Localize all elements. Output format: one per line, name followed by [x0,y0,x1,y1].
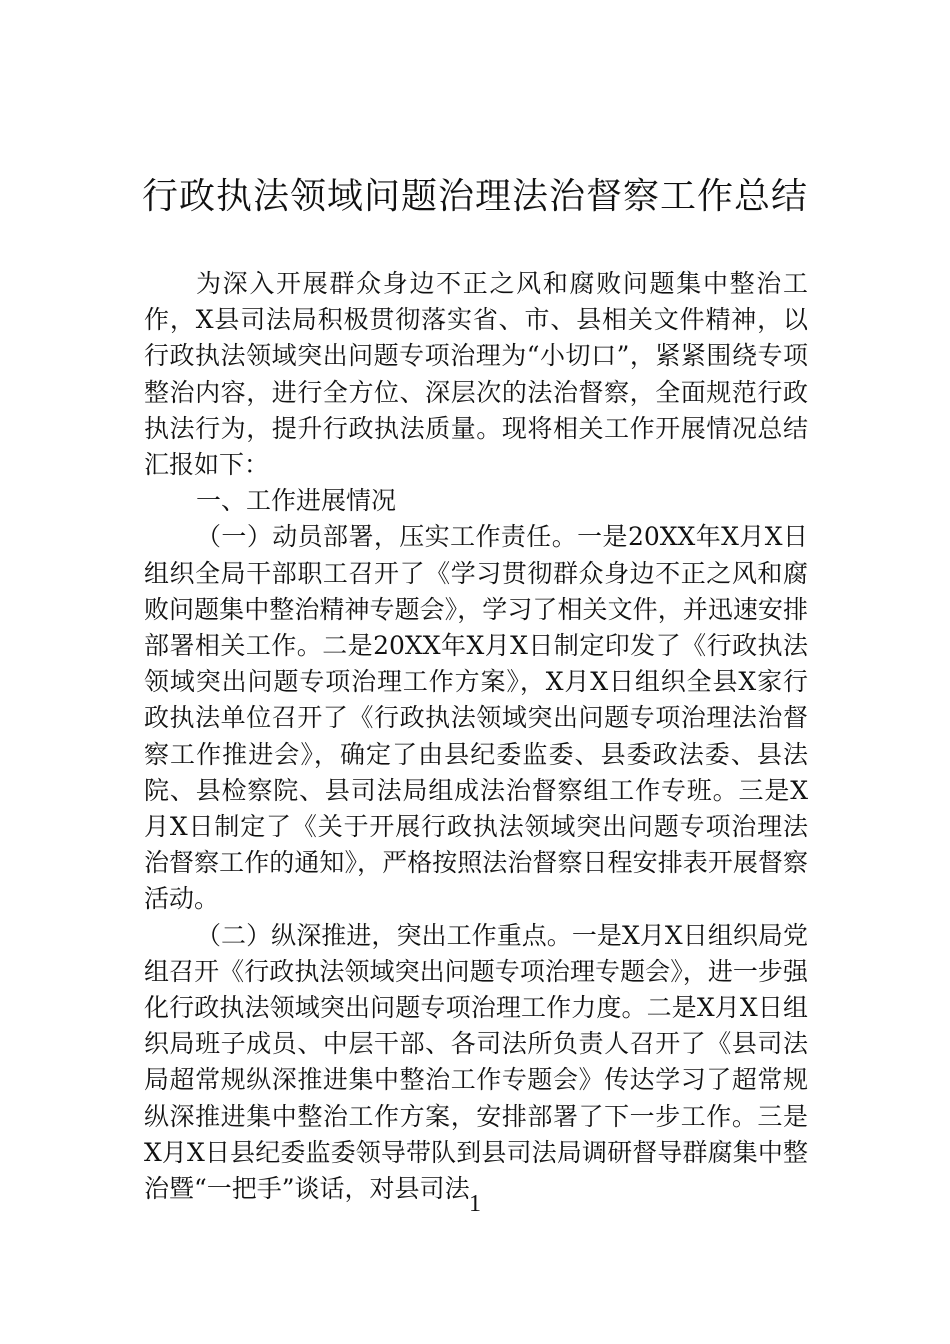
paragraph-advancement: （二）纵深推进，突出工作重点。一是X月X日组织局党组召开《行政执法领域突出问题专项治理专题会》，进一步强化行政执法领域突出问题专项治理工作力度。二是X月X日组织局班子成员、中层干部、各司法所负责人召开了《县司法局超常规纵深推进集中整治工作专题会》传达学习了超常规纵深推进集中整治工作方案，安排部署了下一步工作。三是X月X日县纪委监委领导带队到县司法局调研督导群腐集中整治暨“一把手”谈话，对县司法 [144,920,808,1204]
section-heading: 一、工作进展情况 [196,486,397,516]
page-number: 1 [469,1191,481,1217]
paragraph-intro: 为深入开展群众身边不正之风和腐败问题集中整治工作，X县司法局积极贯彻落实省、市、县相关文件精神，以行政执法领域突出问题专项治理为“小切口”，紧紧围绕专项整治内容，进行全方位、深层次的法治督察，全面规范行政执法行为，提升行政执法质量。现将相关工作开展情况总结汇报如下： [144,269,808,480]
document-body [144,266,808,1207]
paragraph-mobilization: （一）动员部署，压实工作责任。一是20XX年X月X日组织全局干部职工召开了《学习贯彻群众身边不正之风和腐败问题集中整治精神专题会》，学习了相关文件，并迅速安排部署相关工作。二是20XX年X月X日制定印发了《行政执法领域突出问题专项治理工作方案》，X月X日组织全县X家行政执法单位召开了《行政执法领域突出问题专项治理法治督察工作推进会》，确定了由县纪委监委、县委政法委、县法院、县检察院、县司法局组成法治督察组工作专班。三是X月X日制定了《关于开展行政执法领域突出问题专项治理法治督察工作的通知》，严格按照法治督察日程安排表开展督察活动。 [144,522,808,914]
document-title: 行政执法领域问题治理法治督察工作总结 [141,176,808,217]
